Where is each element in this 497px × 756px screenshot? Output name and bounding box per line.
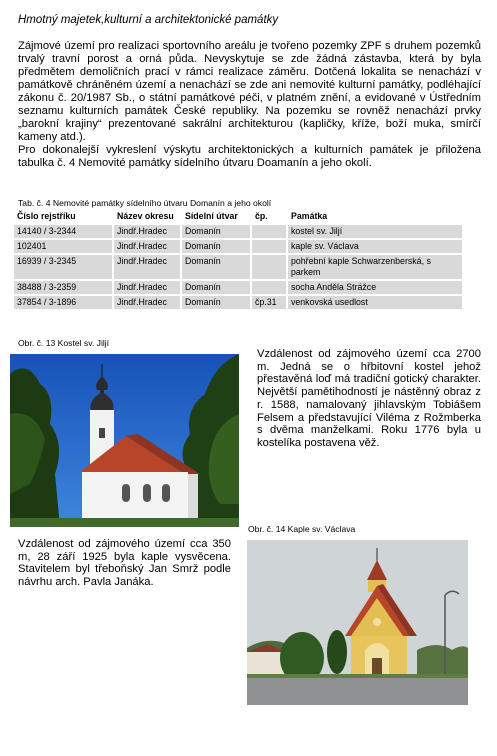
table-header-row bbox=[14, 210, 462, 223]
table-row bbox=[14, 296, 462, 309]
header-cell: čp. bbox=[252, 210, 286, 223]
table-cell: venkovská usedlost bbox=[288, 296, 462, 309]
table-cell: 14140 / 3-2344 bbox=[14, 225, 112, 238]
header-cell: Název okresu bbox=[114, 210, 180, 223]
table-cell: Domanín bbox=[182, 225, 250, 238]
table-caption: Tab. č. 4 Nemovité památky sídelního útvaru Domanín a jeho okolí bbox=[18, 198, 272, 208]
header-cell: Sídelní útvar bbox=[182, 210, 250, 223]
table-cell: Domanín bbox=[182, 240, 250, 253]
table-cell: kostel sv. Jiljí bbox=[288, 225, 462, 238]
table-cell bbox=[252, 255, 286, 279]
figure2-caption: Obr. č. 14 Kaple sv. Václava bbox=[248, 524, 356, 534]
table-cell: kaple sv. Václava bbox=[288, 240, 462, 253]
table-cell: Jindř.Hradec bbox=[114, 225, 180, 238]
table-cell: pohřební kaple Schwarzenberská, s parkem bbox=[288, 255, 462, 279]
table-cell: Domanín bbox=[182, 281, 250, 294]
table-cell: Jindř.Hradec bbox=[114, 281, 180, 294]
table-cell bbox=[252, 225, 286, 238]
table-cell: Domanín bbox=[182, 296, 250, 309]
figure1-caption: Obr. č. 13 Kostel sv. Jiljí bbox=[18, 338, 110, 348]
table-cell: 38488 / 3-2359 bbox=[14, 281, 112, 294]
church-photo bbox=[10, 354, 239, 527]
section-heading: Hmotný majetek,kulturní a architektonické památky bbox=[18, 14, 279, 26]
table-cell bbox=[252, 240, 286, 253]
table-row bbox=[14, 281, 462, 294]
figure1-description: Vzdálenost od zájmového území cca 2700 m. Jedná se o hřbitovní kostel jehož přestavěná loď má tradiční gotický charakter. Největší pamětihodností je nástěnný obraz z r. 1588, namalovaný jihlavským Tobiášem Felsem a představující Viléma z Rožmberka s dvěma manželkami. Roku 1776 byla u kostelíka postavena věž. bbox=[257, 348, 481, 449]
figure2-description: Vzdálenost od zájmového území cca 350 m, 28 září 1925 byla kaple vysvěcena. Stavitelem byl třeboňský Jan Smrž podle návrhu arch. Pavla Janáka. bbox=[18, 538, 231, 588]
table-cell bbox=[252, 281, 286, 294]
header-cell: Číslo rejstříku bbox=[14, 210, 112, 223]
intro-text: Zájmové území pro realizaci sportovního areálu je tvořeno pozemky ZPF s druhem pozemků trvalý travní porost a orná půda. Nevyskytuje se zde žádná zástavba, která by byla předmětem demoličních prací v rámci realizace záměru. Dotčená lokalita se nenachází v památkově chráněném území a nenachází se zde ani nemovité kulturní památky, podléhající zákonu č. 20/1987 Sb., o státní památkové péči, v platném znění, a evidované v Ústředním seznamu kulturních památek České republiky. Na pozemku se rovněž nenachází prvky „barokní krajiny“ prezentované sakrální architekturou (kapličky, kříže, boží muka, smírčí kameny atd.). bbox=[18, 40, 481, 144]
header-cell: Památka bbox=[288, 210, 462, 223]
intro-paragraph bbox=[18, 40, 481, 170]
table-row bbox=[14, 225, 462, 238]
table-cell: socha Anděla Strážce bbox=[288, 281, 462, 294]
table-cell: čp.31 bbox=[252, 296, 286, 309]
table-cell: 16939 / 3-2345 bbox=[14, 255, 112, 279]
table-cell: Jindř.Hradec bbox=[114, 240, 180, 253]
table-cell: Domanín bbox=[182, 255, 250, 279]
chapel-photo bbox=[247, 540, 468, 705]
table-cell: Jindř.Hradec bbox=[114, 255, 180, 279]
table-cell: Jindř.Hradec bbox=[114, 296, 180, 309]
table-row bbox=[14, 240, 462, 253]
table-cell: 37854 / 3-1896 bbox=[14, 296, 112, 309]
monuments-table bbox=[12, 208, 464, 311]
table-cell: 102401 bbox=[14, 240, 112, 253]
intro-text-2: Pro dokonalejší vykreslení výskytu architektonických a kulturních památek je přiložena tabulka č. 4 Nemovité památky sídelního útvaru Doamanín a jeho okolí. bbox=[18, 144, 481, 170]
table-row bbox=[14, 255, 462, 279]
